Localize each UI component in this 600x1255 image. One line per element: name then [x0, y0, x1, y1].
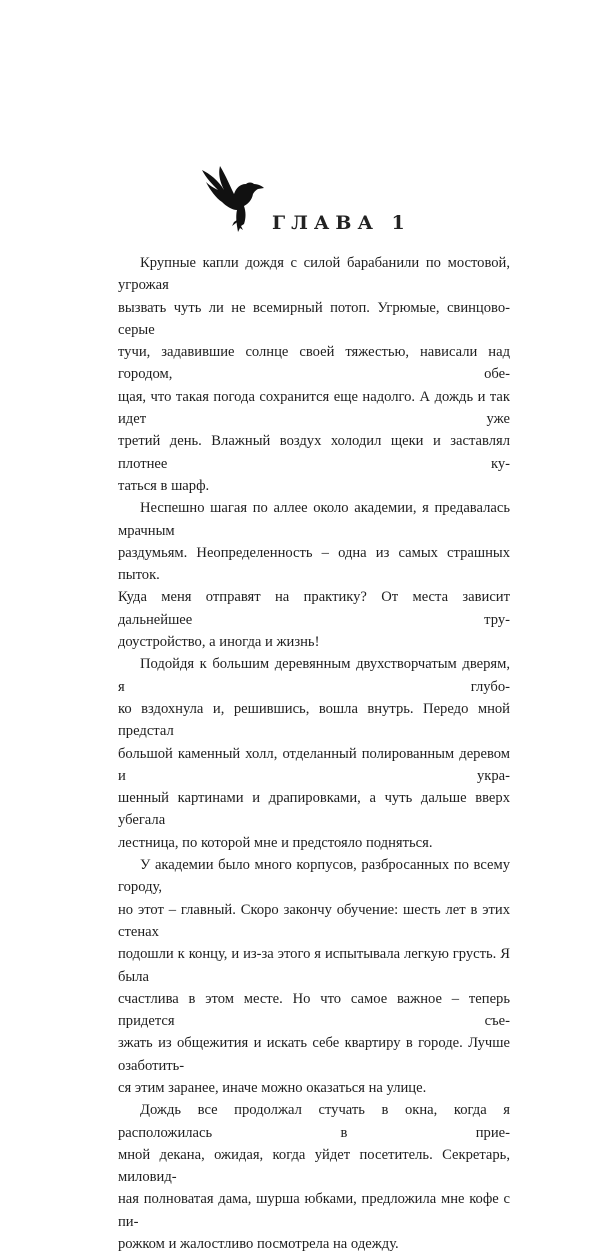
chapter-body	[118, 252, 510, 1255]
paragraph	[118, 497, 510, 653]
text-line: шенный картинами и драпировками, а чуть дальше вверх убегала	[118, 790, 510, 829]
text-line: счастлива в этом месте. Но что самое важное – теперь придется съе-	[118, 990, 510, 1030]
text-line: зжать из общежития и искать себе квартиру в городе. Лучше озаботить-	[118, 1035, 510, 1074]
text-line: У академии было много корпусов, разбросанных по всему городу,	[118, 857, 510, 896]
text-line: щая, что такая погода сохранится еще надолго. А дождь и так идет уже	[118, 388, 510, 428]
raven-icon	[196, 160, 274, 238]
text-line: ная полноватая дама, шурша юбками, предложила мне кофе с пи-	[118, 1191, 510, 1230]
paragraph	[118, 252, 510, 497]
text-line: доустройство, а иногда и жизнь!	[118, 634, 320, 651]
text-line: раздумьям. Неопределенность – одна из самых страшных пыток.	[118, 544, 510, 584]
text-line: подошли к концу, и из-за этого я испытывала легкую грусть. Я была	[118, 946, 510, 985]
text-line: рожком и жалостливо посмотрела на одежду.	[118, 1236, 399, 1253]
text-line: Подойдя к большим деревянным двухстворчатым дверям, я глубо-	[118, 656, 510, 695]
text-line: вызвать чуть ли не всемирный потоп. Угрюмые, свинцово-серые	[118, 299, 510, 338]
text-line: Неспешно шагая по аллее около академии, я предавалась мрачным	[118, 500, 510, 539]
text-line: большой каменный холл, отделанный полированным деревом и укра-	[118, 745, 510, 784]
text-line: но этот – главный. Скоро закончу обучение: шесть лет в этих стенах	[118, 901, 510, 940]
text-line: таться в шарф.	[118, 477, 210, 494]
text-line: тучи, задавившие солнце своей тяжестью, нависали над городом, обе-	[118, 344, 510, 383]
chapter-title: ГЛАВА 1	[272, 212, 411, 234]
text-line: ко вздохнула и, решившись, вошла внутрь. Передо мной предстал	[118, 700, 510, 740]
text-line: третий день. Влажный воздух холодил щеки и заставлял плотнее ку-	[118, 433, 510, 472]
paragraph	[118, 653, 510, 854]
text-line: ся этим заранее, иначе можно оказаться на улице.	[118, 1079, 427, 1096]
text-line: Дождь все продолжал стучать в окна, когда я расположилась в прие-	[118, 1102, 510, 1141]
paragraph	[118, 854, 510, 1099]
chapter-heading	[196, 160, 411, 240]
text-line: мной декана, ожидая, когда уйдет посетитель. Секретарь, миловид-	[118, 1146, 510, 1186]
text-line: Куда меня отправят на практику? От места зависит дальнейшее тру-	[118, 589, 510, 628]
paragraph	[118, 1099, 510, 1255]
text-line: лестница, по которой мне и предстояло подняться.	[118, 834, 433, 851]
text-line: Крупные капли дождя с силой барабанили по мостовой, угрожая	[118, 255, 510, 294]
